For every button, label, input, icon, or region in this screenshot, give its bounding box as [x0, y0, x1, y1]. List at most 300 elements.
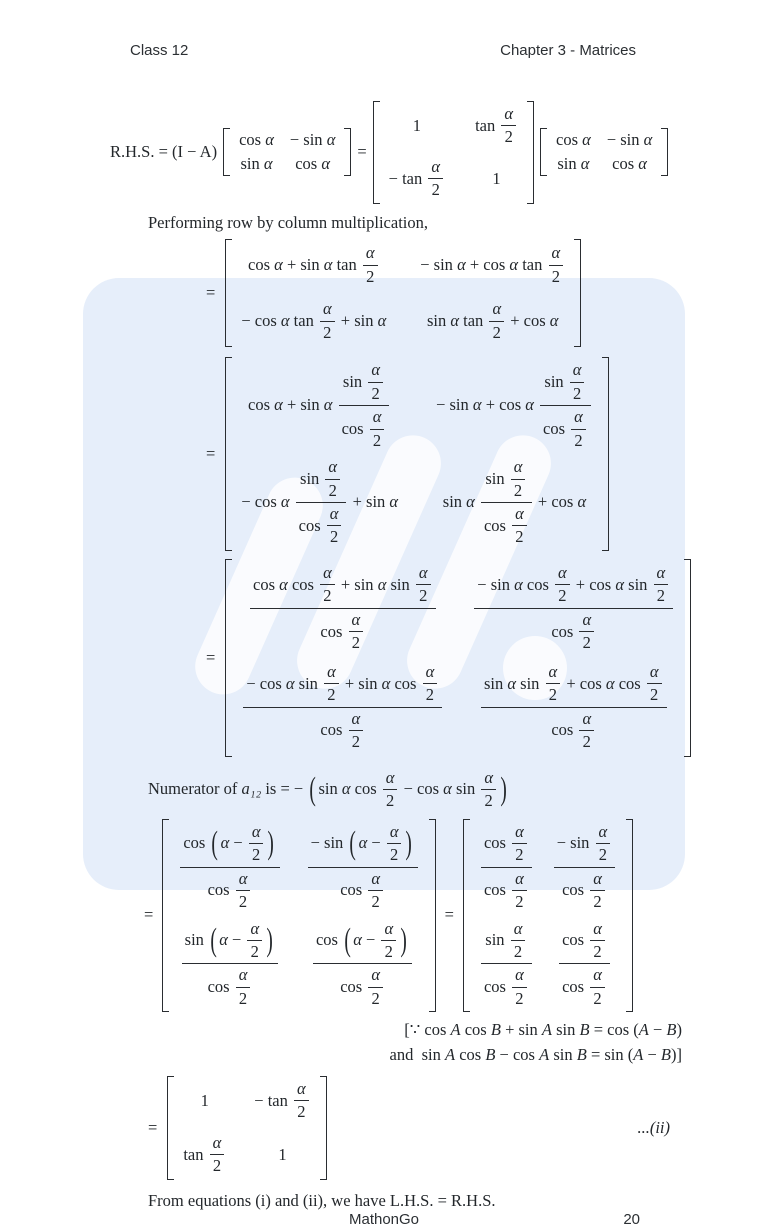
math-text: α — [274, 255, 283, 275]
fraction — [368, 966, 383, 1008]
math-text: cos — [543, 418, 570, 438]
fraction — [512, 505, 527, 547]
fraction — [511, 458, 526, 500]
math-text: sin — [342, 371, 367, 391]
denominator — [481, 963, 532, 1008]
math-text: α — [598, 821, 608, 841]
fraction — [325, 458, 340, 500]
bracket-right-icon — [320, 1076, 327, 1180]
math-text: 2 — [551, 266, 560, 286]
numerator — [590, 966, 605, 985]
matrix-cell — [290, 131, 335, 149]
math-text: 2 — [558, 586, 567, 606]
math-text: sin — [184, 930, 209, 950]
math-text: sin — [426, 310, 451, 330]
math-text: α — [615, 574, 625, 594]
numerator — [474, 564, 673, 607]
denominator — [549, 265, 564, 286]
math-text: 2 — [330, 527, 339, 547]
math-text: α — [466, 492, 475, 512]
denominator — [474, 608, 673, 653]
math-text: cos — [340, 880, 367, 900]
denominator — [511, 940, 526, 961]
fraction — [368, 870, 383, 912]
math-text: cos — [522, 574, 553, 594]
denominator — [571, 429, 586, 450]
matrix-cell — [389, 158, 445, 200]
fraction — [236, 966, 251, 1008]
denominator — [236, 890, 251, 911]
math-text: cos — [562, 977, 589, 997]
numerator — [540, 361, 591, 404]
math-text: cos — [248, 395, 275, 415]
math-text — [475, 493, 479, 511]
numerator — [511, 458, 526, 477]
close-paren: ) — [400, 920, 407, 958]
matrix-cell — [278, 1146, 286, 1164]
math-text: sin — [485, 468, 509, 488]
numerator — [327, 505, 342, 524]
bracket-right-icon — [429, 819, 436, 1013]
matrix-cell — [556, 131, 591, 149]
numerator — [368, 870, 383, 889]
numerator — [549, 244, 564, 263]
math-text: = sin ( — [586, 1045, 634, 1065]
fraction — [363, 244, 378, 286]
denominator — [339, 405, 390, 450]
open-paren: ( — [344, 920, 351, 958]
math-text: − — [648, 1020, 667, 1040]
denominator — [383, 789, 398, 810]
math-text: A — [541, 1020, 552, 1040]
math-text: tan — [289, 310, 318, 330]
matrix-cell — [552, 823, 617, 912]
denominator — [182, 963, 279, 1008]
fraction — [512, 870, 527, 912]
brand-label: MathonGo — [348, 1211, 420, 1228]
math-text: α — [574, 407, 583, 427]
paren-body — [353, 920, 398, 962]
numerator — [423, 663, 438, 682]
math-text: A — [539, 1045, 550, 1065]
denominator — [501, 125, 516, 146]
numerator-note — [148, 769, 728, 811]
fraction — [423, 663, 438, 705]
math-text: 2 — [515, 892, 524, 912]
numerator — [481, 663, 667, 706]
numerator — [554, 823, 615, 866]
denominator — [590, 890, 605, 911]
fraction — [210, 1134, 225, 1176]
numerator — [481, 769, 496, 788]
fraction — [481, 920, 532, 1009]
bracket-left-icon — [162, 819, 169, 1013]
equation-tag: ...(ii) — [637, 1117, 670, 1137]
math-text: + sin — [282, 255, 324, 275]
matrix-cell — [239, 131, 274, 149]
denominator — [481, 502, 532, 547]
denominator — [511, 479, 526, 500]
fraction — [596, 823, 611, 865]
matrix-product-tan — [225, 239, 581, 347]
math-text: α — [572, 360, 582, 380]
numerator — [512, 505, 527, 524]
math-text: + cos — [562, 673, 606, 693]
math-text: cos — [183, 833, 210, 853]
math-text: α — [389, 821, 399, 841]
matrix-cell — [436, 361, 593, 450]
math-text: α — [513, 918, 523, 938]
matrix-cell — [612, 155, 647, 173]
math-text: α — [577, 492, 587, 512]
matrix-cell — [241, 300, 386, 342]
math-text: 2 — [573, 383, 582, 403]
math-text: − — [227, 930, 246, 950]
math-text: α — [582, 130, 591, 150]
math-text: cos — [455, 1045, 486, 1065]
numerator — [243, 663, 442, 706]
rhs-lead: R.H.S. = (I − A) — [110, 142, 218, 162]
matrix-body — [238, 357, 596, 551]
bracket-left-icon — [463, 819, 470, 1013]
numerator — [247, 920, 262, 939]
close-paren: ) — [405, 823, 413, 862]
numerator — [383, 769, 398, 788]
math-text: 2 — [548, 685, 557, 705]
math-text: + cos — [533, 492, 578, 512]
math-text: − sin — [477, 574, 515, 594]
close-paren: ) — [266, 920, 273, 958]
denominator — [481, 789, 496, 810]
fraction — [559, 920, 610, 1009]
matrix-cell — [420, 244, 565, 286]
numerator — [313, 920, 412, 963]
fraction — [243, 663, 442, 752]
conclusion-line: From equations (i) and (ii), we have L.H.S. = R.H.S. — [148, 1190, 496, 1210]
numerator — [481, 458, 532, 501]
matrix-body — [476, 819, 620, 1013]
matrix-body — [386, 101, 521, 204]
math-text: α — [365, 243, 375, 263]
equals-sign: = — [444, 905, 454, 925]
numerator — [590, 920, 605, 939]
math-text: − — [367, 833, 385, 853]
math-text: α — [457, 255, 466, 275]
denominator — [579, 730, 594, 751]
fraction — [308, 823, 418, 912]
numerator — [308, 823, 418, 866]
bracket-right-icon — [602, 357, 609, 551]
paren-body — [219, 920, 264, 962]
denominator — [363, 265, 378, 286]
open-paren: ( — [349, 823, 357, 862]
equation-angle-difference — [144, 819, 728, 1013]
math-text: α — [605, 673, 615, 693]
denominator — [368, 890, 383, 911]
math-text: α — [580, 153, 590, 173]
matrix-cell — [492, 170, 500, 188]
numerator — [182, 920, 279, 963]
numerator — [596, 823, 611, 842]
denominator — [579, 631, 594, 652]
chapter-label: Chapter 3 - Matrices — [500, 42, 636, 59]
math-text: + sin — [348, 492, 390, 512]
matrix-cell — [241, 458, 398, 547]
math-text: sin — [240, 153, 264, 173]
matrix-body — [238, 559, 678, 757]
math-text: α — [219, 930, 228, 950]
math-text: sin — [557, 153, 581, 173]
matrix-cell — [479, 663, 669, 752]
math-text: cos — [551, 720, 578, 740]
math-text: α — [323, 255, 333, 275]
paren-group — [208, 920, 275, 962]
fraction — [428, 158, 443, 200]
fraction — [368, 361, 383, 403]
close-paren: ) — [267, 823, 275, 862]
math-text: α — [593, 868, 602, 888]
math-text: 2 — [371, 988, 380, 1008]
fraction — [590, 920, 605, 962]
numerator — [349, 710, 364, 729]
math-text: α — [265, 130, 274, 150]
denominator — [416, 584, 431, 605]
math-text: cos — [253, 574, 280, 594]
matrix-cell — [254, 1080, 310, 1122]
math-text: 2 — [492, 322, 501, 342]
math-text: ) — [676, 1020, 682, 1040]
header — [130, 42, 636, 59]
math-text: 2 — [656, 586, 665, 606]
matrix-sin-over-cos — [225, 357, 609, 551]
math-text: α — [280, 310, 290, 330]
math-text: sin — [483, 673, 508, 693]
matrix-cell — [557, 920, 612, 1009]
math-text: cos — [248, 255, 275, 275]
matrix-rotation-alpha — [540, 128, 668, 176]
fraction — [416, 564, 431, 606]
denominator — [349, 631, 364, 652]
fraction — [654, 564, 669, 606]
math-text: α — [384, 918, 394, 938]
fraction — [549, 244, 564, 286]
math-text — [332, 396, 336, 414]
numerator — [481, 920, 532, 963]
fraction — [327, 505, 342, 547]
equation-product-tan — [206, 239, 728, 347]
numerator — [481, 823, 532, 866]
bracket-right-icon — [574, 239, 581, 347]
matrix-cell — [472, 564, 675, 653]
fraction — [320, 300, 335, 342]
equation-ii — [110, 1076, 728, 1180]
math-text — [534, 396, 538, 414]
math-text: 2 — [252, 845, 261, 865]
math-text: − tan — [388, 168, 427, 188]
math-text: 2 — [351, 732, 360, 752]
denominator — [349, 730, 364, 751]
denominator — [243, 707, 442, 752]
fraction — [320, 564, 335, 606]
math-text: sin — [442, 492, 467, 512]
math-text: α — [329, 504, 339, 523]
fraction — [247, 920, 262, 962]
math-text: 2 — [366, 266, 375, 286]
identity-note — [110, 1018, 728, 1068]
denominator — [325, 479, 340, 500]
fraction — [180, 823, 279, 912]
math-text: sin — [516, 673, 544, 693]
matrix-cell — [443, 458, 586, 547]
math-text: 2 — [212, 1156, 222, 1176]
denominator — [590, 940, 605, 961]
math-text: α — [514, 574, 523, 594]
math-text: α — [513, 457, 523, 477]
math-text: α — [593, 918, 602, 938]
math-text: cos — [320, 621, 347, 641]
numerator — [339, 361, 390, 404]
math-text: α — [643, 130, 653, 150]
fraction — [570, 361, 585, 403]
math-text: cos — [614, 673, 645, 693]
numerator — [296, 458, 347, 501]
math-text: tan — [332, 255, 361, 275]
equals-sign: = — [206, 283, 216, 303]
math-text: − cos — [241, 310, 281, 330]
denominator — [368, 382, 383, 403]
math-text: + sin — [282, 395, 324, 415]
math-text: cos — [239, 130, 266, 150]
math-text: cos — [341, 418, 368, 438]
matrix-cell — [295, 155, 330, 173]
math-text: α — [220, 833, 230, 853]
math-text: − — [361, 930, 380, 950]
numerator — [416, 564, 431, 583]
math-text: cos — [207, 977, 234, 997]
math-text: α — [515, 965, 524, 985]
math-text: and sin — [389, 1045, 445, 1065]
numerator-expression — [148, 769, 509, 811]
math-text: cos — [483, 880, 511, 900]
math-text: 2 — [582, 732, 591, 752]
denominator — [546, 683, 561, 704]
matrix-cell — [311, 920, 414, 1009]
math-text: α — [638, 153, 647, 173]
math-text: cos — [295, 153, 322, 173]
equals-sign: = — [148, 1117, 158, 1137]
math-text: α — [377, 574, 387, 594]
math-text: α — [263, 153, 273, 173]
math-text: α — [297, 1078, 306, 1098]
numerator — [294, 1080, 309, 1099]
math-text: − cos — [241, 492, 281, 512]
matrix-body — [180, 1076, 313, 1180]
numerator — [570, 361, 585, 380]
denominator — [368, 987, 383, 1008]
matrix-cell — [475, 105, 518, 147]
math-text: sin — [386, 574, 414, 594]
paren-group — [347, 823, 414, 865]
denominator — [554, 867, 615, 912]
denominator — [296, 502, 347, 547]
math-text: α — [377, 310, 387, 330]
math-text: + cos — [571, 574, 616, 594]
math-text: tan — [475, 115, 500, 135]
math-text: α — [649, 661, 659, 681]
math-text: cos — [556, 130, 583, 150]
numerator — [387, 823, 402, 842]
math-text: α — [472, 395, 482, 415]
math-text: − sin — [556, 833, 594, 853]
fraction — [474, 564, 673, 653]
math-text: B — [579, 1020, 590, 1040]
math-text: α — [285, 673, 295, 693]
matrix-cell — [201, 1092, 209, 1110]
fraction — [647, 663, 662, 705]
equation-common-denominator — [206, 559, 728, 757]
math-text: cos — [483, 977, 511, 997]
bracket-left-icon — [225, 357, 232, 551]
math-text: − — [229, 833, 247, 853]
math-text: α — [507, 673, 517, 693]
numerator — [512, 966, 527, 985]
matrix-body — [238, 239, 568, 347]
fraction — [349, 611, 364, 653]
math-text: α — [327, 661, 336, 681]
math-text: sin — [451, 779, 480, 799]
math-text: 2 — [593, 892, 602, 912]
math-text: α — [515, 868, 524, 888]
denominator — [647, 683, 662, 704]
math-text: 2 — [484, 791, 493, 811]
math-text: cos — [350, 779, 381, 799]
bracket-left-icon — [225, 239, 232, 347]
math-text: α — [323, 395, 333, 415]
math-text: + sin — [336, 310, 378, 330]
denominator — [481, 707, 667, 752]
bracket-right-icon — [661, 128, 668, 176]
math-text: cos — [551, 621, 578, 641]
matrix-cell — [180, 920, 281, 1009]
math-text: 2 — [250, 941, 259, 961]
math-text: α — [323, 562, 332, 582]
math-text: α — [492, 299, 502, 319]
math-text: − cos — [246, 673, 286, 693]
math-text: − — [643, 1045, 661, 1065]
numerator — [511, 920, 526, 939]
math-text: α — [280, 492, 290, 512]
math-text: sin — [544, 371, 568, 391]
matrix-cell — [178, 823, 281, 912]
matrix-cell — [413, 117, 421, 135]
math-text: 2 — [598, 845, 607, 865]
math-text: cos — [562, 880, 589, 900]
denominator — [250, 608, 436, 653]
denominator — [180, 867, 279, 912]
matrix-cell — [241, 663, 444, 752]
numerator — [654, 564, 669, 583]
math-text: 2 — [297, 1102, 306, 1122]
bracket-right-icon — [684, 559, 691, 757]
matrix-cell — [479, 823, 534, 912]
math-text: cos — [460, 1020, 491, 1040]
math-text: α — [558, 562, 567, 582]
numerator — [559, 920, 610, 963]
numerator — [546, 663, 561, 682]
numerator — [555, 564, 570, 583]
math-text: α — [389, 492, 399, 512]
numerator — [236, 966, 251, 985]
